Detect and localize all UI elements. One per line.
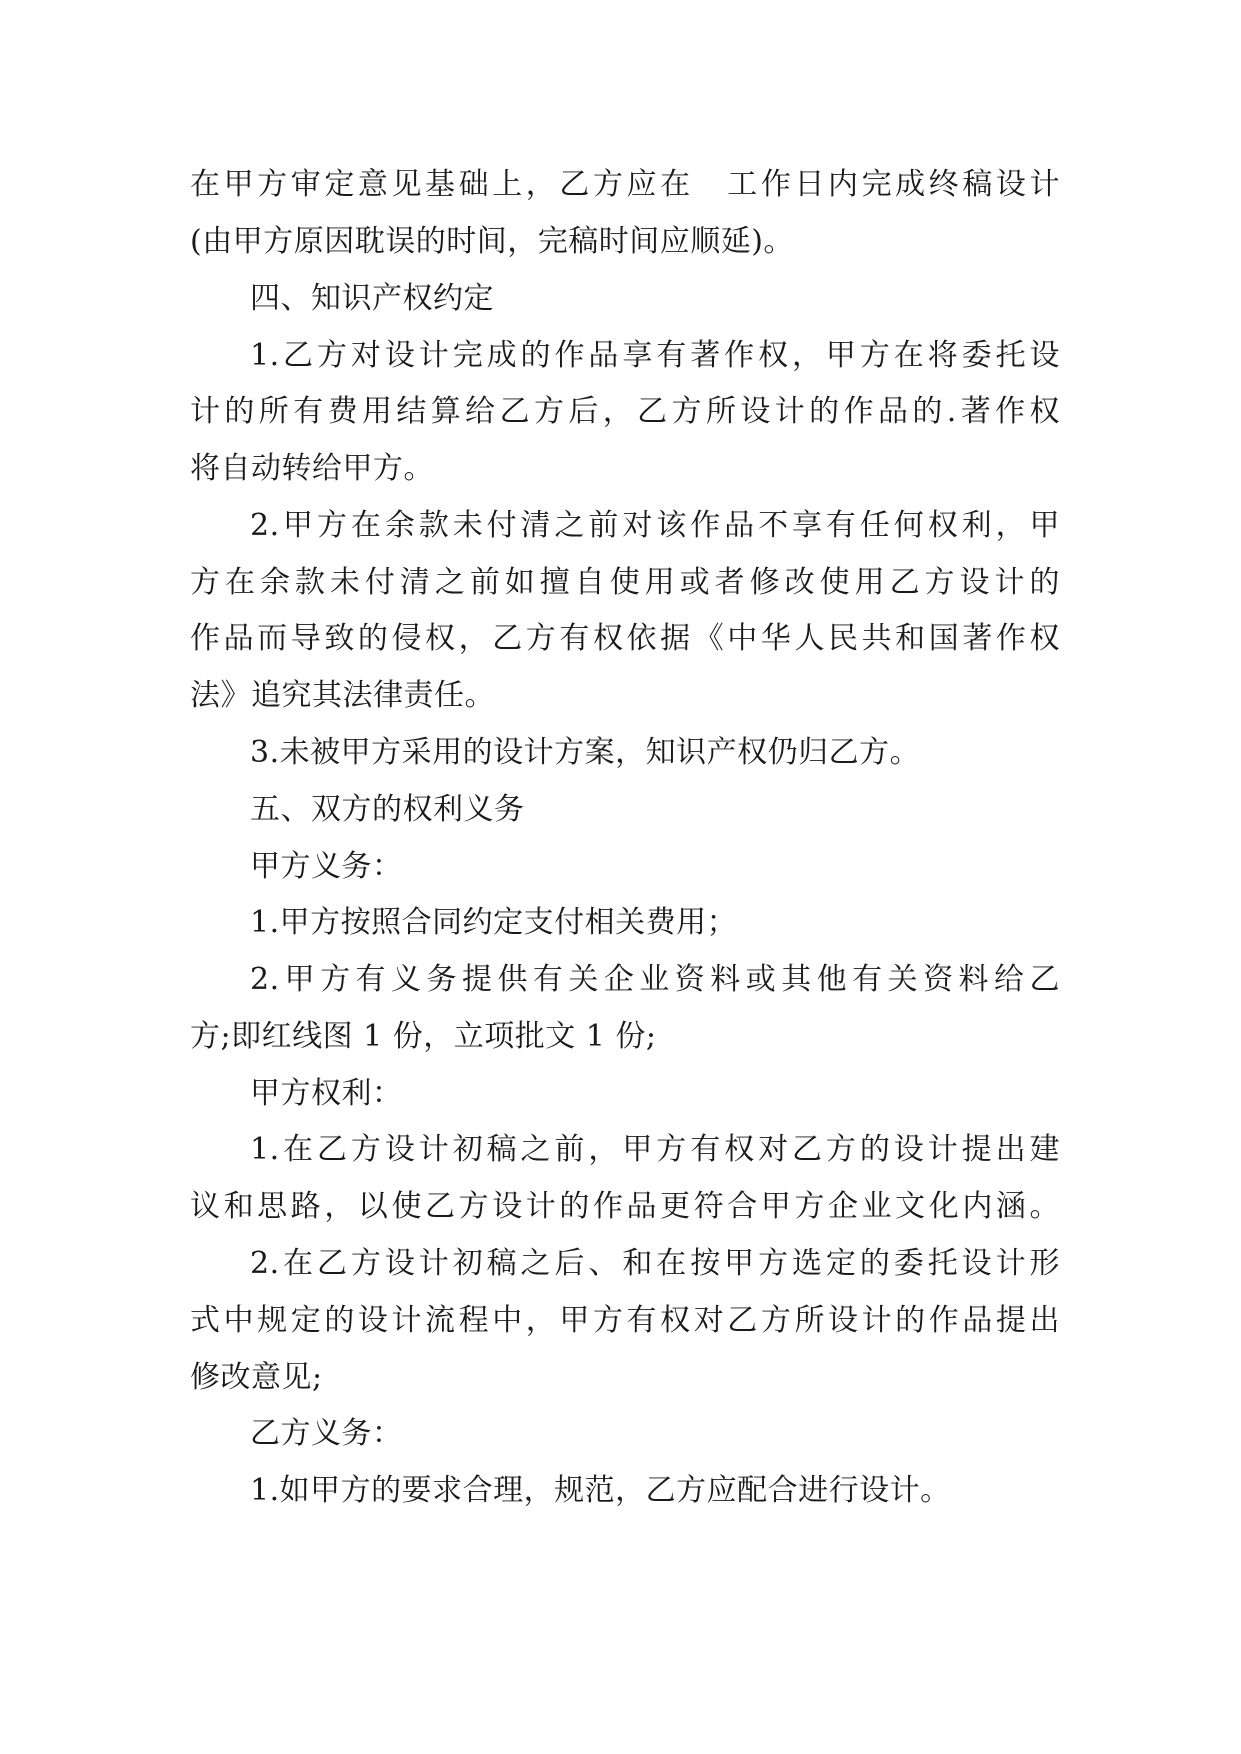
text-line: 2.甲方在余款未付清之前对该作品不享有任何权利，甲 <box>250 508 1060 543</box>
text-line: 修改意见; <box>190 1360 323 1395</box>
text-line: 式中规定的设计流程中，甲方有权对乙方所设计的作品提出 <box>190 1303 1060 1338</box>
text-line: 2.甲方有义务提供有关企业资料或其他有关资料给乙 <box>250 962 1060 997</box>
text-line: 1.如甲方的要求合理，规范，乙方应配合进行设计。 <box>250 1473 951 1508</box>
subheading: 乙方义务： <box>250 1416 403 1451</box>
text-line: 1.乙方对设计完成的作品享有著作权，甲方在将委托设 <box>250 338 1060 373</box>
subheading: 甲方权利： <box>250 1076 403 1111</box>
text-line: 法》追究其法律责任。 <box>190 678 495 713</box>
text-line: 计的所有费用结算给乙方后，乙方所设计的作品的.著作权 <box>190 394 1060 429</box>
text-line: 方;即红线图 1 份，立项批文 1 份; <box>190 1019 657 1054</box>
subheading: 甲方义务： <box>250 849 403 884</box>
text-line: 1.在乙方设计初稿之前，甲方有权对乙方的设计提出建 <box>250 1132 1060 1167</box>
text-line: (由甲方原因耽误的时间，完稿时间应顺延)。 <box>190 224 794 259</box>
text-line: 作品而导致的侵权，乙方有权依据《中华人民共和国著作权 <box>190 621 1060 656</box>
text-line: 议和思路，以使乙方设计的作品更符合甲方企业文化内涵。 <box>190 1189 1060 1224</box>
text-line: 在甲方审定意见基础上，乙方应在 工作日内完成终稿设计 <box>190 167 1060 202</box>
text-line: 3.未被甲方采用的设计方案，知识产权仍归乙方。 <box>250 735 921 770</box>
section-heading: 五、双方的权利义务 <box>250 792 525 827</box>
text-line: 2.在乙方设计初稿之后、和在按甲方选定的委托设计形 <box>250 1246 1060 1281</box>
text-line: 将自动转给甲方。 <box>190 451 434 486</box>
text-line: 1.甲方按照合同约定支付相关费用； <box>250 905 738 940</box>
text-line: 方在余款未付清之前如擅自使用或者修改使用乙方设计的 <box>190 565 1060 600</box>
section-heading: 四、知识产权约定 <box>250 281 494 316</box>
